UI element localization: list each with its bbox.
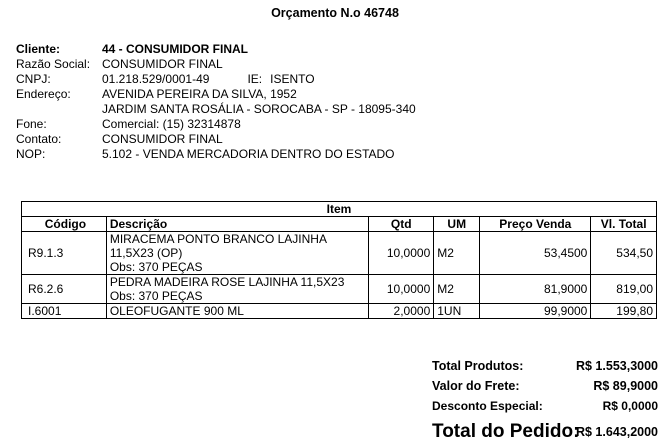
endereco-line1: AVENIDA PEREIRA DA SILVA, 1952	[102, 87, 297, 101]
descricao-line: PEDRA MADEIRA ROSE LAJINHA 11,5X23	[109, 275, 345, 289]
desconto-label: Desconto Especial:	[432, 399, 543, 413]
ie-value: ISENTO	[270, 72, 315, 86]
cell-codigo: R9.1.3	[22, 232, 107, 275]
cell-total: 819,00	[591, 275, 657, 304]
cnpj-value: 01.218.529/0001-49	[102, 72, 210, 86]
cnpj-label: CNPJ:	[16, 72, 51, 86]
cell-qtd: 10,0000	[369, 232, 434, 275]
descricao-obs: Obs: 370 PEÇAS	[109, 289, 203, 303]
razao-value: CONSUMIDOR FINAL	[102, 57, 223, 71]
cell-um: 1UN	[434, 304, 480, 319]
total-pedido-row	[432, 419, 658, 445]
cell-preco: 53,4500	[480, 232, 591, 275]
header-codigo: Código	[22, 217, 107, 232]
cell-total: 199,80	[591, 304, 657, 319]
total-pedido-value: R$ 1.643,2000	[575, 425, 658, 439]
cell-preco: 99,9000	[480, 304, 591, 319]
table-row	[22, 304, 657, 319]
cell-qtd: 2,0000	[369, 304, 434, 319]
header-descricao: Descrição	[106, 217, 368, 232]
frete-value: R$ 89,9000	[593, 379, 658, 393]
table-row	[22, 275, 657, 304]
total-pedido-label: Total do Pedido:	[432, 421, 580, 442]
header-qtd: Qtd	[369, 217, 434, 232]
totals-block	[432, 359, 658, 445]
fone-label: Fone:	[16, 117, 47, 131]
cell-descricao: OLEOFUGANTE 900 ML	[106, 304, 368, 319]
razao-label: Razão Social:	[16, 57, 91, 71]
cell-qtd: 10,0000	[369, 275, 434, 304]
header-um: UM	[434, 217, 480, 232]
descricao-obs: Obs: 370 PEÇAS	[109, 260, 203, 274]
cell-um: M2	[434, 232, 480, 275]
document-title: Orçamento N.o 46748	[271, 6, 399, 20]
endereco-line2: JARDIM SANTA ROSÁLIA - SOROCABA - SP - 18095-340	[102, 102, 416, 116]
items-table	[21, 201, 657, 319]
contato-value: CONSUMIDOR FINAL	[102, 132, 223, 146]
desconto-row	[432, 399, 658, 419]
cell-preco: 81,9000	[480, 275, 591, 304]
cell-descricao	[106, 232, 368, 275]
frete-label: Valor do Frete:	[432, 379, 520, 393]
table-group-header: Item	[22, 202, 657, 217]
fone-value: Comercial: (15) 32314878	[102, 117, 241, 131]
cell-codigo: R6.2.6	[22, 275, 107, 304]
ie-label: IE:	[247, 72, 263, 86]
endereco-label: Endereço:	[16, 87, 71, 101]
nop-label: NOP:	[16, 147, 46, 161]
header-total: Vl. Total	[591, 217, 657, 232]
header-preco: Preço Venda	[480, 217, 591, 232]
table-header-row	[22, 217, 657, 232]
frete-row	[432, 379, 658, 399]
cell-descricao	[106, 275, 368, 304]
descricao-line: MIRACEMA PONTO BRANCO LAJINHA	[109, 232, 327, 246]
descricao-line: 11,5X23 (OP)	[109, 246, 183, 260]
cliente-label: Cliente:	[16, 42, 61, 56]
cell-um: M2	[434, 275, 480, 304]
cell-total: 534,50	[591, 232, 657, 275]
contato-label: Contato:	[16, 132, 62, 146]
desconto-value: R$ 0,0000	[602, 399, 658, 413]
table-group-header-row	[22, 202, 657, 217]
nop-value: 5.102 - VENDA MERCADORIA DENTRO DO ESTADO	[102, 147, 395, 161]
total-produtos-label: Total Produtos:	[432, 359, 524, 373]
table-row	[22, 232, 657, 275]
total-produtos-row	[432, 359, 658, 379]
cell-codigo: I.6001	[22, 304, 107, 319]
total-produtos-value: R$ 1.553,3000	[575, 359, 658, 373]
cliente-value: 44 - CONSUMIDOR FINAL	[102, 42, 249, 56]
cnpj-ie-group	[102, 72, 315, 87]
